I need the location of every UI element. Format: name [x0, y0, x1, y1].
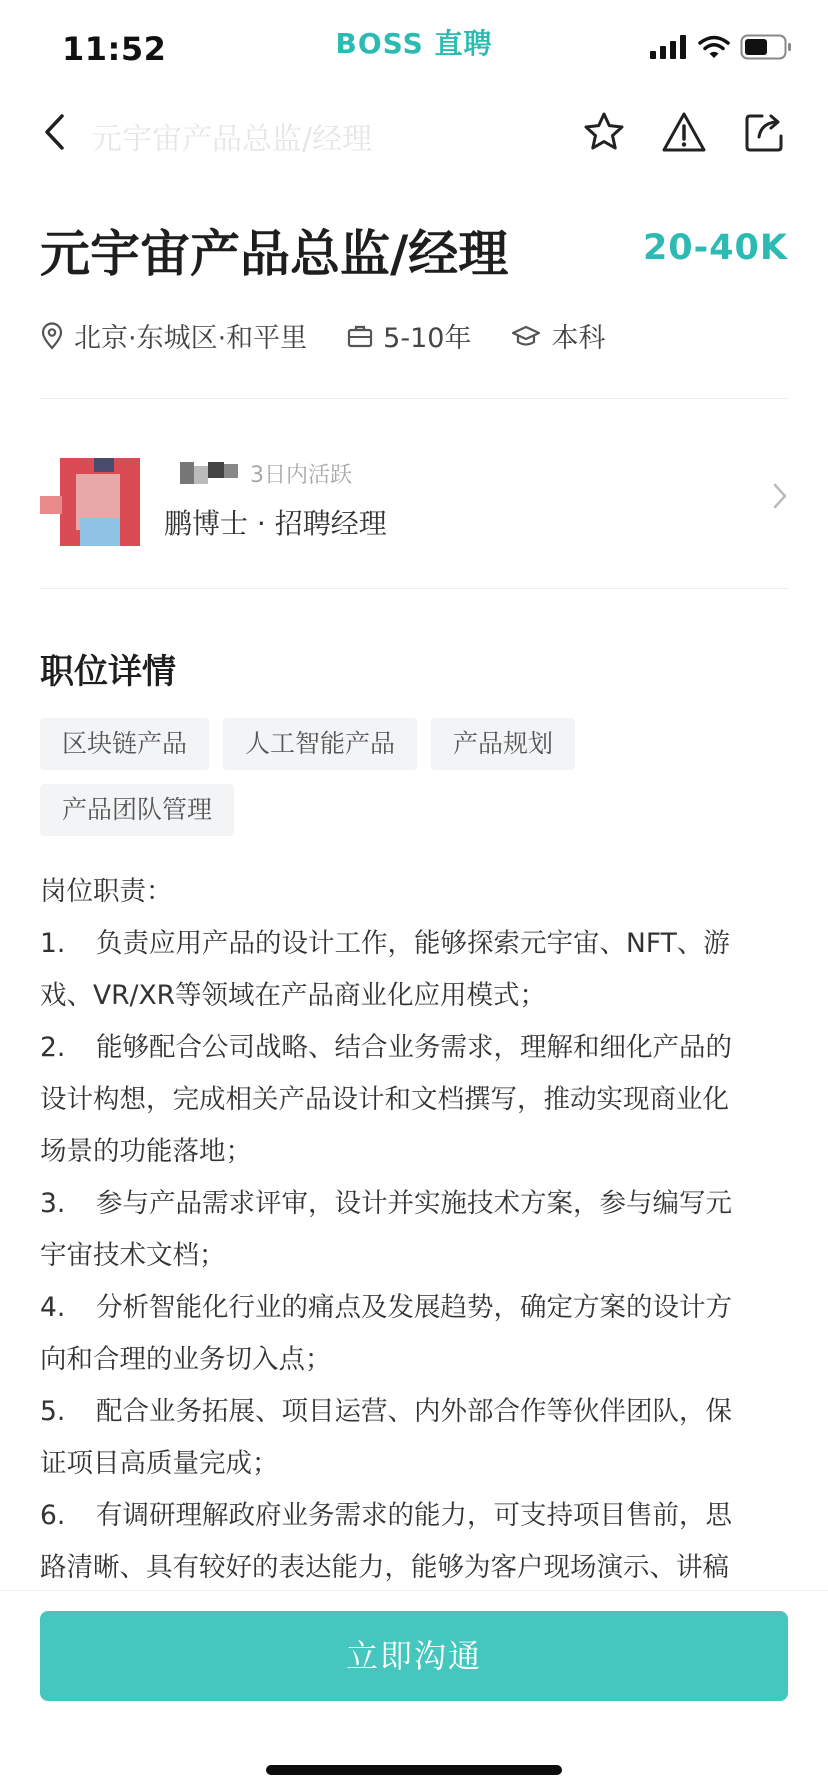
warning-icon — [660, 110, 708, 154]
skill-tag: 产品规划 — [431, 718, 575, 770]
description-line: 设计构想，完成相关产品设计和文档撰写，推动实现商业化 — [40, 1084, 729, 1115]
bottom-action-bar — [0, 1590, 828, 1792]
graduation-cap-icon — [511, 324, 541, 348]
education-text: 本科 — [551, 323, 606, 354]
report-button[interactable] — [658, 106, 710, 158]
description-line: 4. 分析智能化行业的痛点及发展趋势，确定方案的设计方 — [40, 1292, 732, 1323]
share-icon — [742, 110, 786, 154]
job-title: 元宇宙产品总监/经理 — [40, 225, 509, 283]
status-icons — [650, 34, 792, 60]
location-info — [40, 316, 307, 355]
job-meta — [40, 316, 605, 355]
skill-tag: 产品团队管理 — [40, 784, 234, 836]
nav-title: 元宇宙产品总监/经理 — [92, 122, 373, 157]
active-status: 3日内活跃 — [250, 463, 352, 488]
briefcase-icon — [347, 324, 373, 348]
description-line: 5. 配合业务拓展、项目运营、内外部合作等伙伴团队，保 — [40, 1396, 732, 1427]
back-button[interactable] — [34, 108, 74, 156]
description-line: 6. 有调研理解政府业务需求的能力，可支持项目售前，思 — [40, 1500, 732, 1531]
divider — [40, 398, 788, 399]
description-line: 向和合理的业务切入点； — [40, 1344, 332, 1375]
description-line: 2. 能够配合公司战略、结合业务需求，理解和细化产品的 — [40, 1032, 732, 1063]
back-arrow-icon — [43, 113, 65, 151]
recruiter-card[interactable] — [40, 432, 788, 556]
experience-info — [347, 316, 471, 355]
battery-icon — [740, 34, 792, 60]
description-line: 岗位职责： — [40, 876, 173, 907]
description-line: 1. 负责应用产品的设计工作，能够探索元宇宙、NFT、游 — [40, 928, 730, 959]
description-line: 宇宙技术文档； — [40, 1240, 226, 1271]
nav-bar — [0, 100, 828, 164]
education-info — [511, 316, 605, 355]
star-icon — [582, 110, 626, 154]
cellular-signal-icon — [650, 35, 688, 59]
description-line: 戏、VR/XR等领域在产品商业化应用模式； — [40, 980, 547, 1011]
location-text: 北京·东城区·和平里 — [74, 323, 308, 354]
experience-text: 5-10年 — [383, 323, 472, 354]
section-title: 职位详情 — [40, 652, 176, 692]
divider — [40, 588, 788, 589]
favorite-button[interactable] — [578, 106, 630, 158]
recruiter-name-blurred — [180, 462, 238, 486]
skill-tags — [40, 718, 660, 836]
description-line: 证项目高质量完成； — [40, 1448, 279, 1479]
chat-now-button[interactable]: 立即沟通 — [40, 1611, 788, 1701]
status-time: 11:52 — [62, 30, 167, 68]
share-button[interactable] — [738, 106, 790, 158]
home-indicator[interactable] — [266, 1765, 562, 1775]
salary: 20-40K — [642, 228, 788, 268]
brand-logo: BOSS 直聘 — [335, 27, 493, 60]
skill-tag: 人工智能产品 — [223, 718, 417, 770]
location-pin-icon — [40, 322, 64, 350]
chevron-right-icon — [772, 482, 788, 510]
job-description — [40, 866, 786, 1594]
avatar — [40, 458, 140, 554]
status-bar — [0, 0, 828, 100]
description-line: 路清晰、具有较好的表达能力，能够为客户现场演示、讲稿 — [40, 1552, 729, 1583]
recruiter-role: 鹏博士 · 招聘经理 — [164, 507, 387, 540]
description-line: 场景的功能落地； — [40, 1136, 252, 1167]
skill-tag: 区块链产品 — [40, 718, 209, 770]
wifi-icon — [698, 35, 730, 59]
description-line: 3. 参与产品需求评审，设计并实施技术方案，参与编写元 — [40, 1188, 732, 1219]
